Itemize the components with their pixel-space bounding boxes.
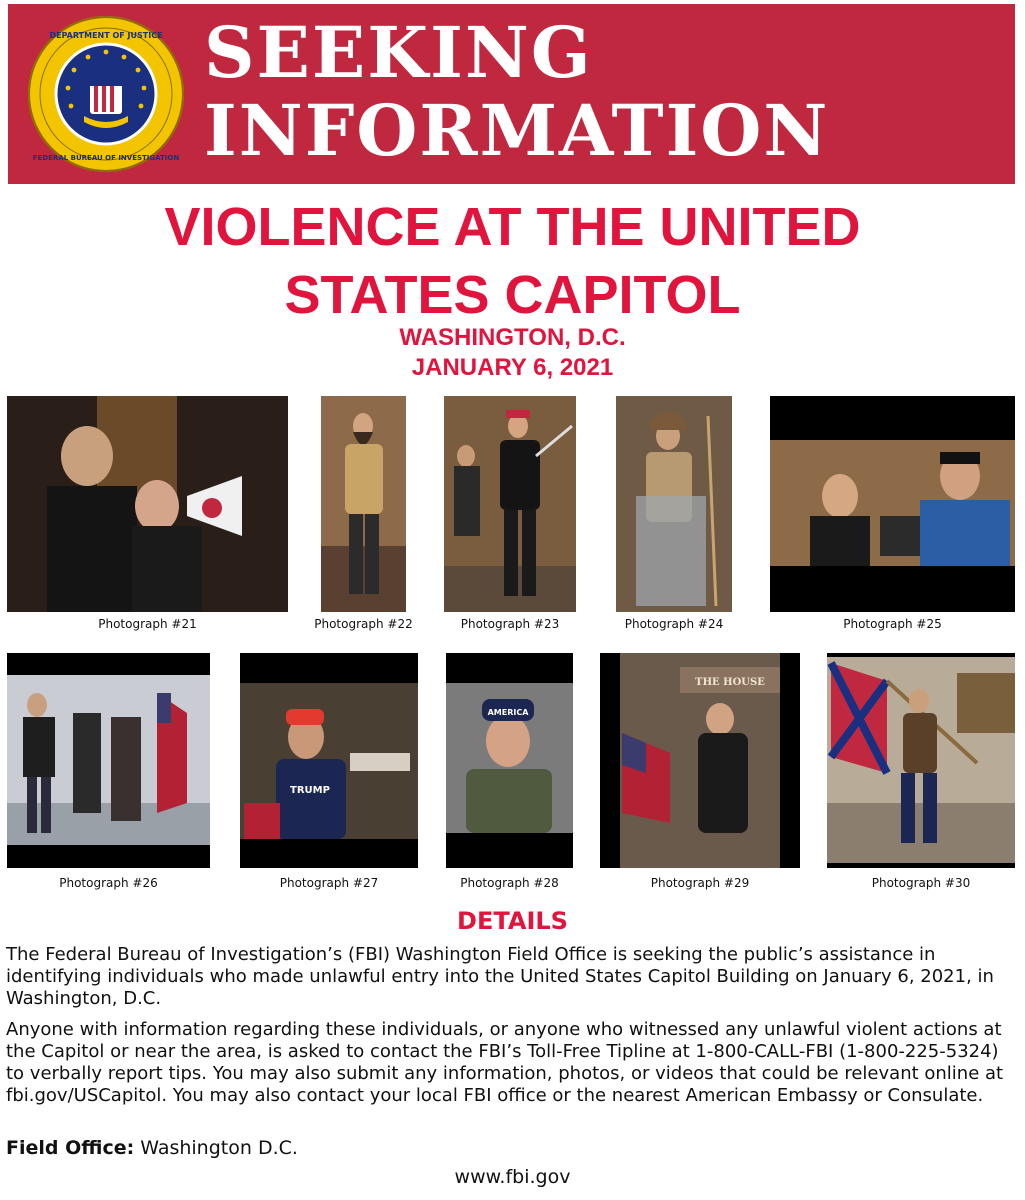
photo-caption-28: Photograph #28 <box>460 876 559 890</box>
details-heading: DETAILS <box>457 907 568 935</box>
photograph-25 <box>770 396 1015 612</box>
field-office <box>6 1137 298 1159</box>
svg-text:TRUMP: TRUMP <box>290 785 330 796</box>
photo-caption-30: Photograph #30 <box>871 876 971 890</box>
photograph-23 <box>444 396 576 612</box>
photograph-27 <box>240 653 418 868</box>
photo-caption-27: Photograph #27 <box>279 876 379 890</box>
banner-line-information: INFORMATION <box>204 89 830 172</box>
photo-caption-21: Photograph #21 <box>98 617 197 631</box>
field-office-value: Washington D.C. <box>140 1137 298 1159</box>
photograph-24 <box>616 396 732 612</box>
title-text: VIOLENCE AT THE UNITED STATES CAPITOL <box>164 197 861 325</box>
photograph-30 <box>827 653 1015 868</box>
details-paragraph-2: Anyone with information regarding these individuals, or anyone who witnessed any unlawful violent actions at the Capitol or near the area, is asked to contact the FBI’s Toll-Free Tipline at 1-800-CALL-FBI (1-800-225-5324) to verbally report tips. You may also submit any information, photos, or videos that could be relevant online at fbi.gov/USCapitol. You may also contact your local FBI office or the nearest American Embassy or Consulate. <box>6 1019 1004 1106</box>
location-text: WASHINGTON, D.C. <box>399 324 626 351</box>
photograph-26 <box>7 653 210 868</box>
page-title <box>0 193 1025 329</box>
banner-line-seeking: SEEKING <box>204 11 593 94</box>
photo-caption-24: Photograph #24 <box>624 617 724 631</box>
photo-caption-23: Photograph #23 <box>460 617 560 631</box>
svg-text:THE HOUSE: THE HOUSE <box>695 677 765 688</box>
svg-text:FEDERAL BUREAU OF INVESTIGATIO: FEDERAL BUREAU OF INVESTIGATION <box>32 154 180 162</box>
details-paragraph-1: The Federal Bureau of Investigation’s (FBI) Washington Field Office is seeking the public’s assistance in identifying individuals who made unlawful entry into the United States Capitol Building on January 6, 2021, in Washington, D.C. <box>6 944 994 1009</box>
website-link[interactable]: www.fbi.gov <box>454 1166 571 1188</box>
fbi-seal-icon <box>28 16 184 172</box>
location-date <box>0 323 1025 383</box>
photo-caption-25: Photograph #25 <box>843 617 942 631</box>
photograph-28 <box>446 653 573 868</box>
photograph-29 <box>600 653 800 868</box>
photo-caption-29: Photograph #29 <box>650 876 750 890</box>
field-office-label: Field Office: <box>6 1137 135 1159</box>
photo-caption-26: Photograph #26 <box>59 876 158 890</box>
svg-text:DEPARTMENT OF JUSTICE: DEPARTMENT OF JUSTICE <box>49 31 163 40</box>
banner-title <box>204 11 830 172</box>
svg-text:AMERICA: AMERICA <box>487 708 529 717</box>
date-text: JANUARY 6, 2021 <box>411 354 614 381</box>
photograph-21 <box>7 396 288 612</box>
seal-ring <box>28 16 184 172</box>
photo-caption-22: Photograph #22 <box>314 617 413 631</box>
photograph-22 <box>321 396 406 612</box>
header-banner <box>8 4 1015 184</box>
